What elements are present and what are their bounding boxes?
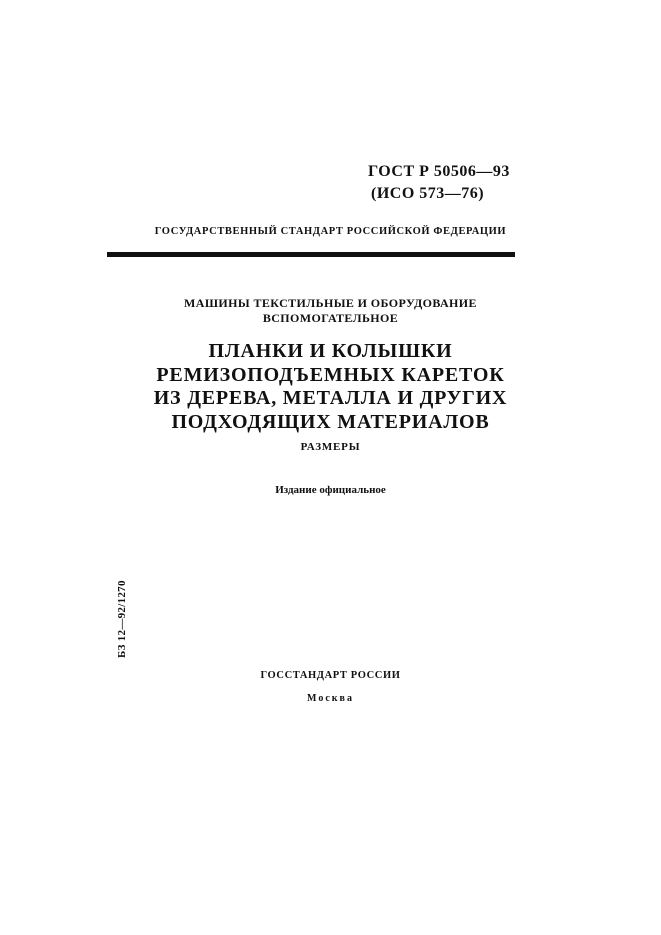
header-divider bbox=[107, 252, 515, 257]
title-line: ИЗ ДЕРЕВА, МЕТАЛЛА И ДРУГИХ bbox=[153, 387, 508, 409]
gost-number: ГОСТ Р 50506—93 bbox=[368, 163, 510, 180]
iso-number: (ИСО 573—76) bbox=[371, 185, 485, 202]
edition-label: Издание официальное bbox=[275, 484, 386, 496]
city: Москва bbox=[307, 693, 354, 704]
title-line: РЕМИЗОПОДЪЕМНЫХ КАРЕТОК bbox=[156, 363, 505, 386]
subject-heading bbox=[0, 296, 661, 326]
sizes-subtitle: РАЗМЕРЫ bbox=[300, 441, 361, 453]
title-line: ПОДХОДЯЩИХ МАТЕРИАЛОВ bbox=[171, 410, 490, 433]
title-line: ПЛАНКИ И КОЛЫШКИ bbox=[208, 340, 453, 362]
subject-line: ВСПОМОГАТЕЛЬНОЕ bbox=[262, 311, 399, 325]
publisher: ГОССТАНДАРТ РОССИИ bbox=[260, 670, 401, 681]
subject-line: МАШИНЫ ТЕКСТИЛЬНЫЕ И ОБОРУДОВАНИЕ bbox=[184, 296, 477, 310]
standard-type-heading: ГОСУДАРСТВЕННЫЙ СТАНДАРТ РОССИЙСКОЙ ФЕДЕРАЦИИ bbox=[154, 226, 507, 237]
document-title bbox=[0, 340, 661, 434]
side-code: БЗ 12—92/1270 bbox=[116, 580, 128, 658]
